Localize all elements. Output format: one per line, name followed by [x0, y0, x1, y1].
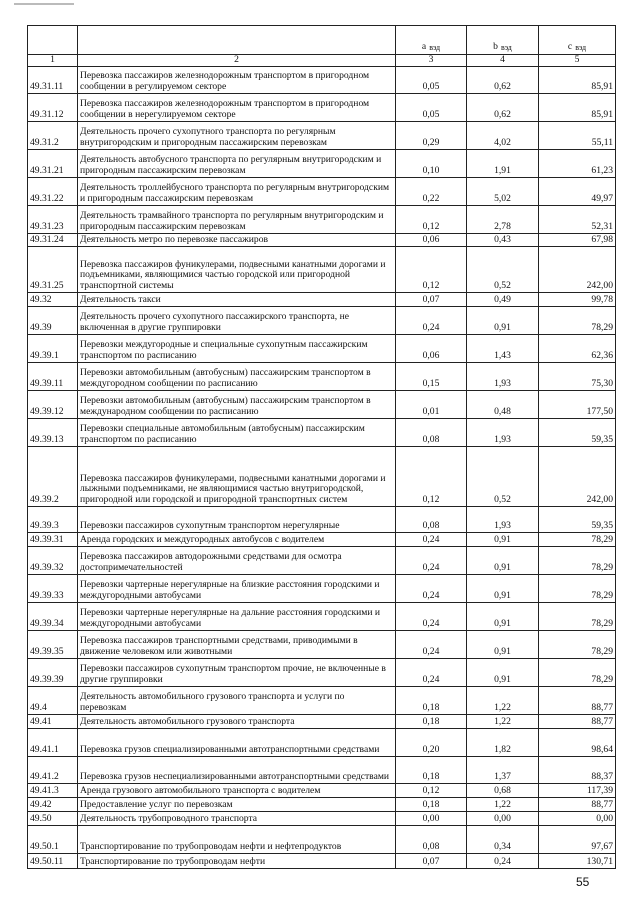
table-row	[28, 532, 616, 546]
row-b-value: 0,62	[467, 66, 539, 93]
row-code: 49.31.21	[28, 149, 78, 177]
row-a-value: 0,18	[396, 714, 467, 728]
row-c-value: 78,29	[539, 602, 616, 630]
row-code: 49.41	[28, 714, 78, 728]
row-b-value: 0,68	[467, 783, 539, 797]
row-code: 49.31.23	[28, 205, 78, 233]
row-code: 49.31.2	[28, 121, 78, 149]
row-b-value: 0,52	[467, 446, 539, 506]
row-code: 49.50	[28, 811, 78, 825]
table-row	[28, 686, 616, 714]
header-b	[467, 26, 539, 55]
column-index: 3	[396, 55, 467, 67]
column-index: 1	[28, 55, 78, 67]
row-code: 49.39.1	[28, 334, 78, 362]
table-row	[28, 756, 616, 783]
table-row	[28, 177, 616, 205]
table-row	[28, 853, 616, 868]
row-a-value: 0,12	[396, 246, 467, 292]
row-a-value: 0,05	[396, 93, 467, 121]
header-b-symbol: b	[493, 41, 498, 53]
row-code: 49.41.3	[28, 783, 78, 797]
table-row	[28, 630, 616, 658]
column-index: 4	[467, 55, 539, 67]
row-b-value: 0,43	[467, 233, 539, 246]
row-a-value: 0,20	[396, 728, 467, 756]
row-a-value: 0,15	[396, 362, 467, 390]
row-code: 49.39.12	[28, 390, 78, 418]
row-c-value: 78,29	[539, 658, 616, 686]
row-c-value: 78,29	[539, 630, 616, 658]
row-a-value: 0,12	[396, 205, 467, 233]
row-b-value: 0,91	[467, 630, 539, 658]
row-a-value: 0,22	[396, 177, 467, 205]
row-b-value: 1,37	[467, 756, 539, 783]
row-b-value: 1,82	[467, 728, 539, 756]
row-b-value: 5,02	[467, 177, 539, 205]
table-row	[28, 418, 616, 446]
row-a-value: 0,00	[396, 811, 467, 825]
table-row	[28, 546, 616, 574]
column-index-row	[28, 55, 616, 67]
row-b-value: 0,91	[467, 532, 539, 546]
row-a-value: 0,24	[396, 306, 467, 334]
row-a-value: 0,12	[396, 783, 467, 797]
row-code: 49.39.31	[28, 532, 78, 546]
table-row	[28, 825, 616, 853]
row-a-value: 0,01	[396, 390, 467, 418]
row-b-value: 0,24	[467, 853, 539, 868]
row-code: 49.31.22	[28, 177, 78, 205]
table-row	[28, 246, 616, 292]
row-c-value: 98,64	[539, 728, 616, 756]
row-code: 49.31.25	[28, 246, 78, 292]
row-c-value: 62,36	[539, 334, 616, 362]
table-row	[28, 602, 616, 630]
row-name: Перевозка пассажиров автодорожными средствами для осмотра достопримечательностей	[78, 546, 396, 574]
row-a-value: 0,18	[396, 756, 467, 783]
row-name: Деятельность трамвайного транспорта по регулярным внутригородским и пригородным пассажирским перевозкам	[78, 205, 396, 233]
table-row	[28, 506, 616, 532]
header-code	[28, 26, 78, 55]
row-name: Деятельность трубопроводного транспорта	[78, 811, 396, 825]
table-row	[28, 714, 616, 728]
row-name: Деятельность автобусного транспорта по регулярным внутригородским и пригородным пассажирским перевозкам	[78, 149, 396, 177]
row-name: Деятельность прочего сухопутного транспорта по регулярным внутригородским и пригородным пассажирским перевозкам	[78, 121, 396, 149]
row-c-value: 55,11	[539, 121, 616, 149]
row-name: Перевозки автомобильным (автобусным) пассажирским транспортом в междугородном сообщении по расписанию	[78, 362, 396, 390]
row-name: Деятельность автомобильного грузового транспорта	[78, 714, 396, 728]
table-row	[28, 574, 616, 602]
row-name: Транспортирование по трубопроводам нефти	[78, 853, 396, 868]
row-code: 49.32	[28, 292, 78, 306]
header-c-subscript: вэд	[575, 43, 587, 53]
row-c-value: 130,71	[539, 853, 616, 868]
table-row	[28, 233, 616, 246]
row-b-value: 0,49	[467, 292, 539, 306]
row-a-value: 0,08	[396, 506, 467, 532]
row-c-value: 177,50	[539, 390, 616, 418]
table-row	[28, 149, 616, 177]
row-code: 49.39.32	[28, 546, 78, 574]
row-c-value: 59,35	[539, 506, 616, 532]
row-c-value: 85,91	[539, 66, 616, 93]
row-b-value: 1,43	[467, 334, 539, 362]
scan-artifact	[14, 3, 74, 5]
row-code: 49.4	[28, 686, 78, 714]
table-row	[28, 93, 616, 121]
table-body	[28, 66, 616, 868]
table-row	[28, 334, 616, 362]
row-name: Перевозка пассажиров транспортными средствами, приводимыми в движение человеком или животными	[78, 630, 396, 658]
header-a-symbol: a	[421, 41, 427, 53]
row-name: Перевозка пассажиров фуникулерами, подвесными канатными дорогами и подъемниками, являющимися частью городской или пригородной транспортной системы	[78, 246, 396, 292]
header-name	[78, 26, 396, 55]
row-c-value: 67,98	[539, 233, 616, 246]
header-a	[396, 26, 467, 55]
row-b-value: 2,78	[467, 205, 539, 233]
table-row	[28, 797, 616, 811]
row-b-value: 0,52	[467, 246, 539, 292]
row-code: 49.50.1	[28, 825, 78, 853]
row-a-value: 0,07	[396, 292, 467, 306]
table-row	[28, 121, 616, 149]
row-b-value: 0,91	[467, 574, 539, 602]
row-b-value: 4,02	[467, 121, 539, 149]
table-row	[28, 292, 616, 306]
row-c-value: 88,37	[539, 756, 616, 783]
row-name: Перевозка пассажиров железнодорожным транспортом в пригородном сообщении в регулируемом секторе	[78, 66, 396, 93]
header-a-subscript: вэд	[429, 43, 441, 53]
row-a-value: 0,24	[396, 546, 467, 574]
row-a-value: 0,24	[396, 630, 467, 658]
table-row	[28, 362, 616, 390]
row-c-value: 0,00	[539, 811, 616, 825]
row-name: Деятельность такси	[78, 292, 396, 306]
row-c-value: 78,29	[539, 306, 616, 334]
row-c-value: 242,00	[539, 246, 616, 292]
row-a-value: 0,29	[396, 121, 467, 149]
row-code: 49.31.24	[28, 233, 78, 246]
row-b-value: 1,22	[467, 714, 539, 728]
table-row	[28, 390, 616, 418]
row-a-value: 0,05	[396, 66, 467, 93]
row-code: 49.39.2	[28, 446, 78, 506]
row-code: 49.39.34	[28, 602, 78, 630]
row-name: Транспортирование по трубопроводам нефти и нефтепродуктов	[78, 825, 396, 853]
table-row	[28, 811, 616, 825]
row-name: Предоставление услуг по перевозкам	[78, 797, 396, 811]
row-c-value: 78,29	[539, 574, 616, 602]
row-a-value: 0,24	[396, 532, 467, 546]
row-c-value: 242,00	[539, 446, 616, 506]
table-row	[28, 446, 616, 506]
row-c-value: 52,31	[539, 205, 616, 233]
row-name: Перевозка пассажиров фуникулерами, подвесными канатными дорогами и лыжными подъемниками, не являющимися частью внутригородской, пригородной или городской и пригородной транспортных систем	[78, 446, 396, 506]
row-c-value: 85,91	[539, 93, 616, 121]
row-name: Перевозки междугородные и специальные сухопутным пассажирским транспортом по расписанию	[78, 334, 396, 362]
header-c-symbol: c	[567, 41, 573, 53]
row-a-value: 0,10	[396, 149, 467, 177]
row-c-value: 61,23	[539, 149, 616, 177]
row-name: Перевозки пассажиров сухопутным транспортом прочие, не включенные в другие группировки	[78, 658, 396, 686]
row-c-value: 59,35	[539, 418, 616, 446]
row-name: Аренда грузового автомобильного транспорта с водителем	[78, 783, 396, 797]
row-b-value: 1,22	[467, 686, 539, 714]
row-b-value: 0,91	[467, 658, 539, 686]
row-c-value: 49,97	[539, 177, 616, 205]
row-c-value: 88,77	[539, 714, 616, 728]
table-row	[28, 783, 616, 797]
row-code: 49.31.11	[28, 66, 78, 93]
row-c-value: 88,77	[539, 686, 616, 714]
row-b-value: 1,93	[467, 506, 539, 532]
row-name: Перевозка пассажиров железнодорожным транспортом в пригородном сообщении в нерегулируемом секторе	[78, 93, 396, 121]
row-code: 49.39.35	[28, 630, 78, 658]
row-code: 49.39.13	[28, 418, 78, 446]
header-b-subscript: вэд	[500, 43, 512, 53]
row-a-value: 0,06	[396, 334, 467, 362]
row-name: Перевозки автомобильным (автобусным) пассажирским транспортом в международном сообщении по расписанию	[78, 390, 396, 418]
row-a-value: 0,08	[396, 825, 467, 853]
row-a-value: 0,18	[396, 686, 467, 714]
row-c-value: 78,29	[539, 546, 616, 574]
row-b-value: 0,91	[467, 306, 539, 334]
row-b-value: 0,91	[467, 602, 539, 630]
row-a-value: 0,18	[396, 797, 467, 811]
row-name: Деятельность автомобильного грузового транспорта и услуги по перевозкам	[78, 686, 396, 714]
table-row	[28, 728, 616, 756]
row-b-value: 1,91	[467, 149, 539, 177]
row-b-value: 1,93	[467, 362, 539, 390]
row-name: Деятельность троллейбусного транспорта по регулярным внутригородским и пригородным пассажирским перевозкам	[78, 177, 396, 205]
row-name: Деятельность метро по перевозке пассажиров	[78, 233, 396, 246]
row-name: Перевозка грузов специализированными автотранспортными средствами	[78, 728, 396, 756]
row-a-value: 0,06	[396, 233, 467, 246]
header-c	[539, 26, 616, 55]
row-a-value: 0,24	[396, 574, 467, 602]
coefficients-table	[27, 25, 616, 869]
table-row	[28, 658, 616, 686]
column-index: 2	[78, 55, 396, 67]
row-b-value: 1,22	[467, 797, 539, 811]
table-row	[28, 306, 616, 334]
row-a-value: 0,24	[396, 658, 467, 686]
row-a-value: 0,12	[396, 446, 467, 506]
row-name: Аренда городских и междугородных автобусов с водителем	[78, 532, 396, 546]
row-a-value: 0,07	[396, 853, 467, 868]
table-row	[28, 66, 616, 93]
row-name: Перевозки пассажиров сухопутным транспортом нерегулярные	[78, 506, 396, 532]
row-code: 49.41.1	[28, 728, 78, 756]
row-code: 49.39.3	[28, 506, 78, 532]
row-a-value: 0,24	[396, 602, 467, 630]
row-code: 49.50.11	[28, 853, 78, 868]
row-c-value: 99,78	[539, 292, 616, 306]
row-name: Перевозка грузов неспециализированными автотранспортными средствами	[78, 756, 396, 783]
row-name: Перевозки специальные автомобильным (автобусным) пассажирским транспортом по расписанию	[78, 418, 396, 446]
row-code: 49.41.2	[28, 756, 78, 783]
row-b-value: 1,93	[467, 418, 539, 446]
row-b-value: 0,00	[467, 811, 539, 825]
row-b-value: 0,48	[467, 390, 539, 418]
row-c-value: 75,30	[539, 362, 616, 390]
row-a-value: 0,08	[396, 418, 467, 446]
row-name: Деятельность прочего сухопутного пассажирского транспорта, не включенная в другие группировки	[78, 306, 396, 334]
row-c-value: 97,67	[539, 825, 616, 853]
header-row	[28, 26, 616, 55]
row-c-value: 78,29	[539, 532, 616, 546]
row-b-value: 0,34	[467, 825, 539, 853]
row-code: 49.39	[28, 306, 78, 334]
table-row	[28, 205, 616, 233]
row-name: Перевозки чартерные нерегулярные на близкие расстояния городскими и междугородными автобусами	[78, 574, 396, 602]
row-b-value: 0,91	[467, 546, 539, 574]
row-code: 49.39.11	[28, 362, 78, 390]
row-code: 49.39.33	[28, 574, 78, 602]
row-name: Перевозки чартерные нерегулярные на дальние расстояния городскими и междугородными автобусами	[78, 602, 396, 630]
row-code: 49.39.39	[28, 658, 78, 686]
row-c-value: 117,39	[539, 783, 616, 797]
row-code: 49.31.12	[28, 93, 78, 121]
page-number: 55	[576, 875, 590, 889]
row-b-value: 0,62	[467, 93, 539, 121]
row-code: 49.42	[28, 797, 78, 811]
column-index: 5	[539, 55, 616, 67]
row-c-value: 88,77	[539, 797, 616, 811]
